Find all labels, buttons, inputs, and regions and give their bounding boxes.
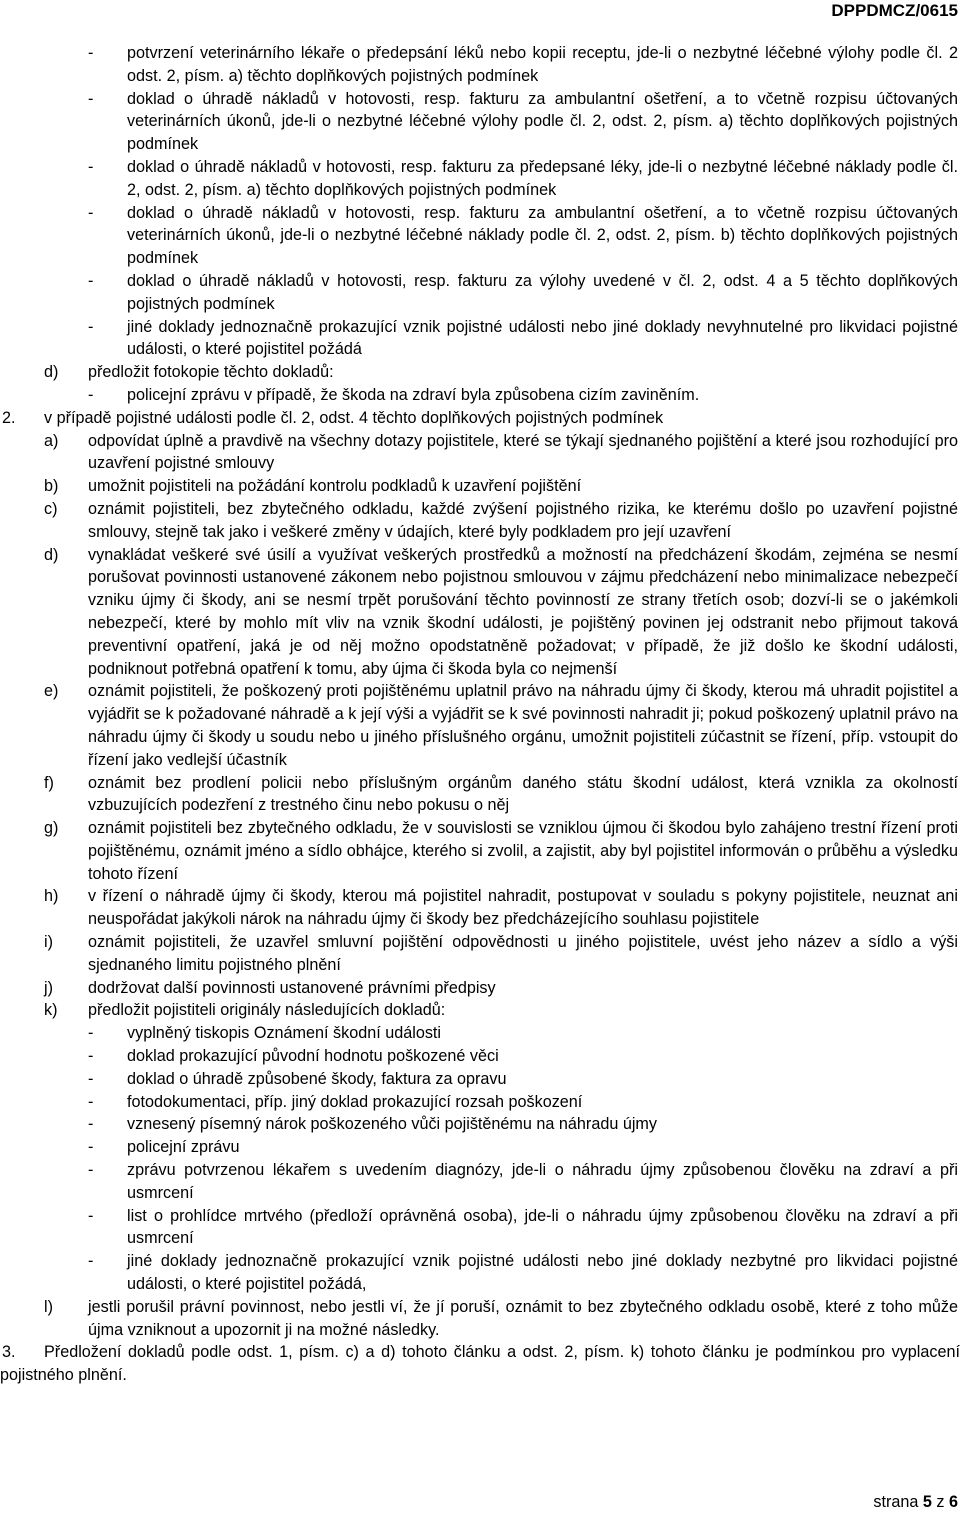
list-item [0, 361, 960, 384]
list-marker: - [88, 1047, 94, 1066]
list-item [0, 1022, 960, 1045]
list-item-text: v případě pojistné události podle čl. 2, odst. 4 těchto doplňkových pojistných podmínek [44, 408, 664, 427]
list-item-text: doklad prokazující původní hodnotu poškozené věci [127, 1047, 499, 1066]
list-item [0, 817, 960, 885]
list-item [0, 270, 960, 316]
list-item-text: oznámit pojistiteli, bez zbytečného odkladu, každé zvýšení pojistného rizika, ke kterému došlo po uzavření pojistné smlouvy, stejně tak jako i veškeré změny v údajích, které byly podkladem pro její uzavření [88, 499, 958, 541]
list-item [0, 475, 960, 498]
list-marker: - [88, 1252, 94, 1271]
list-item [0, 1159, 960, 1205]
list-item [0, 202, 960, 270]
footer-page-number: 5 [922, 1493, 932, 1512]
list-item-text: policejní zprávu v případě, že škoda na zdraví byla způsobena cizím zaviněním. [127, 385, 700, 404]
list-item [0, 1091, 960, 1114]
list-marker: l) [44, 1297, 53, 1316]
list-item-text: jiné doklady jednoznačně prokazující vznik pojistné události nebo jiné doklady nevyhnutelné pro likvidaci pojistné události, o které pojistitel požádá [127, 317, 958, 359]
list-item-text: předložit fotokopie těchto dokladů: [88, 363, 334, 382]
list-item [0, 999, 960, 1022]
document-body [0, 42, 960, 1387]
list-marker: - [88, 157, 94, 176]
list-item-text: policejní zprávu [127, 1138, 240, 1157]
list-item [0, 680, 960, 771]
list-item-text: oznámit pojistiteli bez zbytečného odkladu, že v souvislosti se vzniklou újmou či škodou bylo zahájeno trestní řízení proti pojištěnému, oznámit jméno a sídlo obhájce, kterého si zvolil, a zajistit, aby byl pojistitel informován o průběhu a výsledku tohoto řízení [88, 819, 958, 883]
list-item-text: předložit pojistiteli originály následujících dokladů: [88, 1001, 446, 1020]
list-item-text: doklad o úhradě způsobené škody, faktura za opravu [127, 1069, 507, 1088]
list-item-text: odpovídat úplně a pravdivě na všechny dotazy pojistitele, které se týkají sjednaného pojištění a které jsou rozhodující pro uzavření pojistné smlouvy [88, 431, 958, 473]
list-marker: - [88, 1115, 94, 1134]
list-item [0, 88, 960, 156]
list-item [0, 498, 960, 544]
footer-prefix: strana [873, 1493, 919, 1512]
list-item-text: doklad o úhradě nákladů v hotovosti, resp. fakturu za výlohy uvedené v čl. 2, odst. 4 a 5 těchto doplňkových pojistných podmínek [127, 271, 958, 313]
list-item-text: doklad o úhradě nákladů v hotovosti, resp. fakturu za ambulantní ošetření, a to včetně rozpisu účtovaných veterinárních úkonů, jde-li o nezbytné léčebné výlohy podle čl. 2, odst. 2, písm. a) těchto doplňkových pojistných podmínek [127, 89, 958, 154]
list-marker: f) [44, 773, 54, 792]
list-marker: g) [44, 819, 59, 838]
list-marker: b) [44, 477, 59, 496]
list-item-text: oznámit bez prodlení policii nebo příslušným orgánům daného státu škodní událost, která vznikla za okolností vzbuzujících podezření z trestného činu nebo pokusu o něj [88, 773, 958, 815]
list-item [0, 316, 960, 362]
list-item-text: oznámit pojistiteli, že poškozený proti pojištěnému uplatnil právo na náhradu újmy či škody, kterou má uhradit pojistitel a vyjádřit se k požadované náhradě a k její výši a vyjádřit se k své povinnosti nahradit ji; pokud poškozený uplatnil právo na náhradu újmy či škody u soudu nebo u jiného příslušného orgánu, umožnit pojistiteli zúčastnit se řízení, příp. vstoupit do řízení jako vedlejší účastník [88, 682, 958, 769]
list-marker: - [88, 271, 94, 290]
list-marker: - [88, 1138, 94, 1157]
list-item-text: dodržovat další povinnosti ustanovené právními předpisy [88, 978, 496, 997]
list-item-text: oznámit pojistiteli, že uzavřel smluvní pojištění odpovědnosti u jiného pojistitele, uvést jeho název a sídlo a výši sjednaného limitu pojistného plnění [88, 933, 958, 974]
list-item [0, 1341, 960, 1387]
list-item [0, 544, 960, 681]
list-item [0, 1045, 960, 1068]
list-marker: - [88, 1024, 94, 1043]
list-marker: j) [44, 978, 53, 997]
list-marker: - [88, 385, 94, 404]
list-item-text: vynakládat veškeré své úsilí a využívat veškerých prostředků a možností na předcházení škodám, zejména se nesmí porušovat povinnosti ustanovené zákonem nebo pojistnou smlouvou v zájmu předcházení nebo minimalizace nebezpečí vzniku újmy či škody, ani se nesmí trpět porušování těchto povinností ze strany třetích osob; dozví-li se o jakémkoli nebezpečí, které by mohlo mít vliv na vznik škodní události, je pojištěný povinen jej odstranit nebo přijmout taková preventivní opatření, jaká je od něj možno opodstatněně požadovat; v případě, že již došlo ke škodní události, podniknout potřebná opatření k tomu, aby újma či škoda byla co nejmenší [88, 545, 958, 678]
document-code: DPPDMCZ/0615 [831, 1, 958, 20]
list-item [0, 407, 960, 430]
list-item [0, 1250, 960, 1296]
list-item [0, 885, 960, 931]
list-marker: - [88, 1092, 94, 1111]
list-item [0, 430, 960, 476]
list-marker: k) [44, 1001, 58, 1020]
list-item-text: list o prohlídce mrtvého (předloží oprávněná osoba), jde-li o náhradu újmy způsobenou člověku na zdraví a při usmrcení [127, 1206, 958, 1248]
list-marker: 3. [2, 1343, 16, 1362]
list-item-text: vznesený písemný nárok poškozeného vůči pojištěnému na náhradu újmy [127, 1115, 657, 1134]
list-marker: h) [44, 887, 59, 906]
list-marker: d) [44, 363, 59, 382]
page-footer [873, 1491, 958, 1514]
list-marker: - [88, 1069, 94, 1088]
list-item [0, 1068, 960, 1091]
list-item [0, 1296, 960, 1342]
list-item [0, 1205, 960, 1251]
list-marker: d) [44, 545, 59, 564]
list-item [0, 931, 960, 977]
list-item [0, 1113, 960, 1136]
footer-page-total: 6 [948, 1493, 958, 1512]
list-marker: a) [44, 431, 59, 450]
list-item-text: jiné doklady jednoznačně prokazující vznik pojistné události nebo jiné doklady nezbytné pro likvidaci pojistné události, o které pojistitel požádá, [127, 1252, 958, 1294]
list-item-text: v řízení o náhradě újmy či škody, kterou má pojistitel nahradit, postupovat v souladu s pokyny pojistitele, neuznat ani neuspořádat jakýkoli nárok na náhradu újmy či škody bez předcházejícího souhlasu pojistitele [88, 887, 958, 929]
list-item-text: Předložení dokladů podle odst. 1, písm. c) a d) tohoto článku a odst. 2, písm. k) tohoto článku je podmínkou pro vyplacení pojistného plnění. [0, 1343, 960, 1385]
list-item [0, 1136, 960, 1159]
list-item [0, 42, 960, 88]
list-item-text: doklad o úhradě nákladů v hotovosti, resp. fakturu za předepsané léky, jde-li o nezbytné léčebné náklady podle čl. 2, odst. 2, písm. a) těchto doplňkových pojistných podmínek [127, 157, 958, 199]
list-marker: i) [44, 933, 53, 952]
list-item [0, 384, 960, 407]
list-item-text: fotodokumentaci, příp. jiný doklad prokazující rozsah poškození [127, 1092, 583, 1111]
list-item [0, 772, 960, 818]
list-marker: - [88, 1206, 94, 1225]
list-item-text: doklad o úhradě nákladů v hotovosti, resp. fakturu za ambulantní ošetření, a to včetně rozpisu účtovaných veterinárních úkonů, jde-li o nezbytné léčebné náklady podle čl. 2, odst. 2, písm. b) těchto doplňkových pojistných podmínek [127, 203, 958, 268]
list-item-text: zprávu potvrzenou lékařem s uvedením diagnózy, jde-li o náhradu újmy způsobenou člověku na zdraví a při usmrcení [127, 1161, 958, 1202]
list-marker: c) [44, 499, 58, 518]
list-marker: e) [44, 682, 59, 701]
list-marker: - [88, 44, 94, 62]
list-marker: - [88, 317, 94, 336]
list-item-text: jestli porušil právní povinnost, nebo jestli ví, že jí poruší, oznámit to bez zbytečného odkladu osobě, které z toho může újma vzniknout a upozornit ji na možné následky. [88, 1297, 958, 1339]
list-marker: - [88, 1161, 94, 1180]
list-item [0, 156, 960, 202]
footer-separator: z [936, 1493, 945, 1512]
list-marker: - [88, 203, 94, 222]
list-item [0, 977, 960, 1000]
list-marker: - [88, 89, 94, 108]
list-item-text: vyplněný tiskopis Oznámení škodní události [127, 1024, 442, 1043]
list-marker: 2. [2, 408, 16, 427]
list-item-text: umožnit pojistiteli na požádání kontrolu podkladů k uzavření pojištění [88, 477, 582, 496]
list-item-text: potvrzení veterinárního lékaře o předepsání léků nebo kopii receptu, jde-li o nezbytné léčebné výlohy podle čl. 2 odst. 2, písm. a) těchto doplňkových pojistných podmínek [127, 44, 958, 85]
